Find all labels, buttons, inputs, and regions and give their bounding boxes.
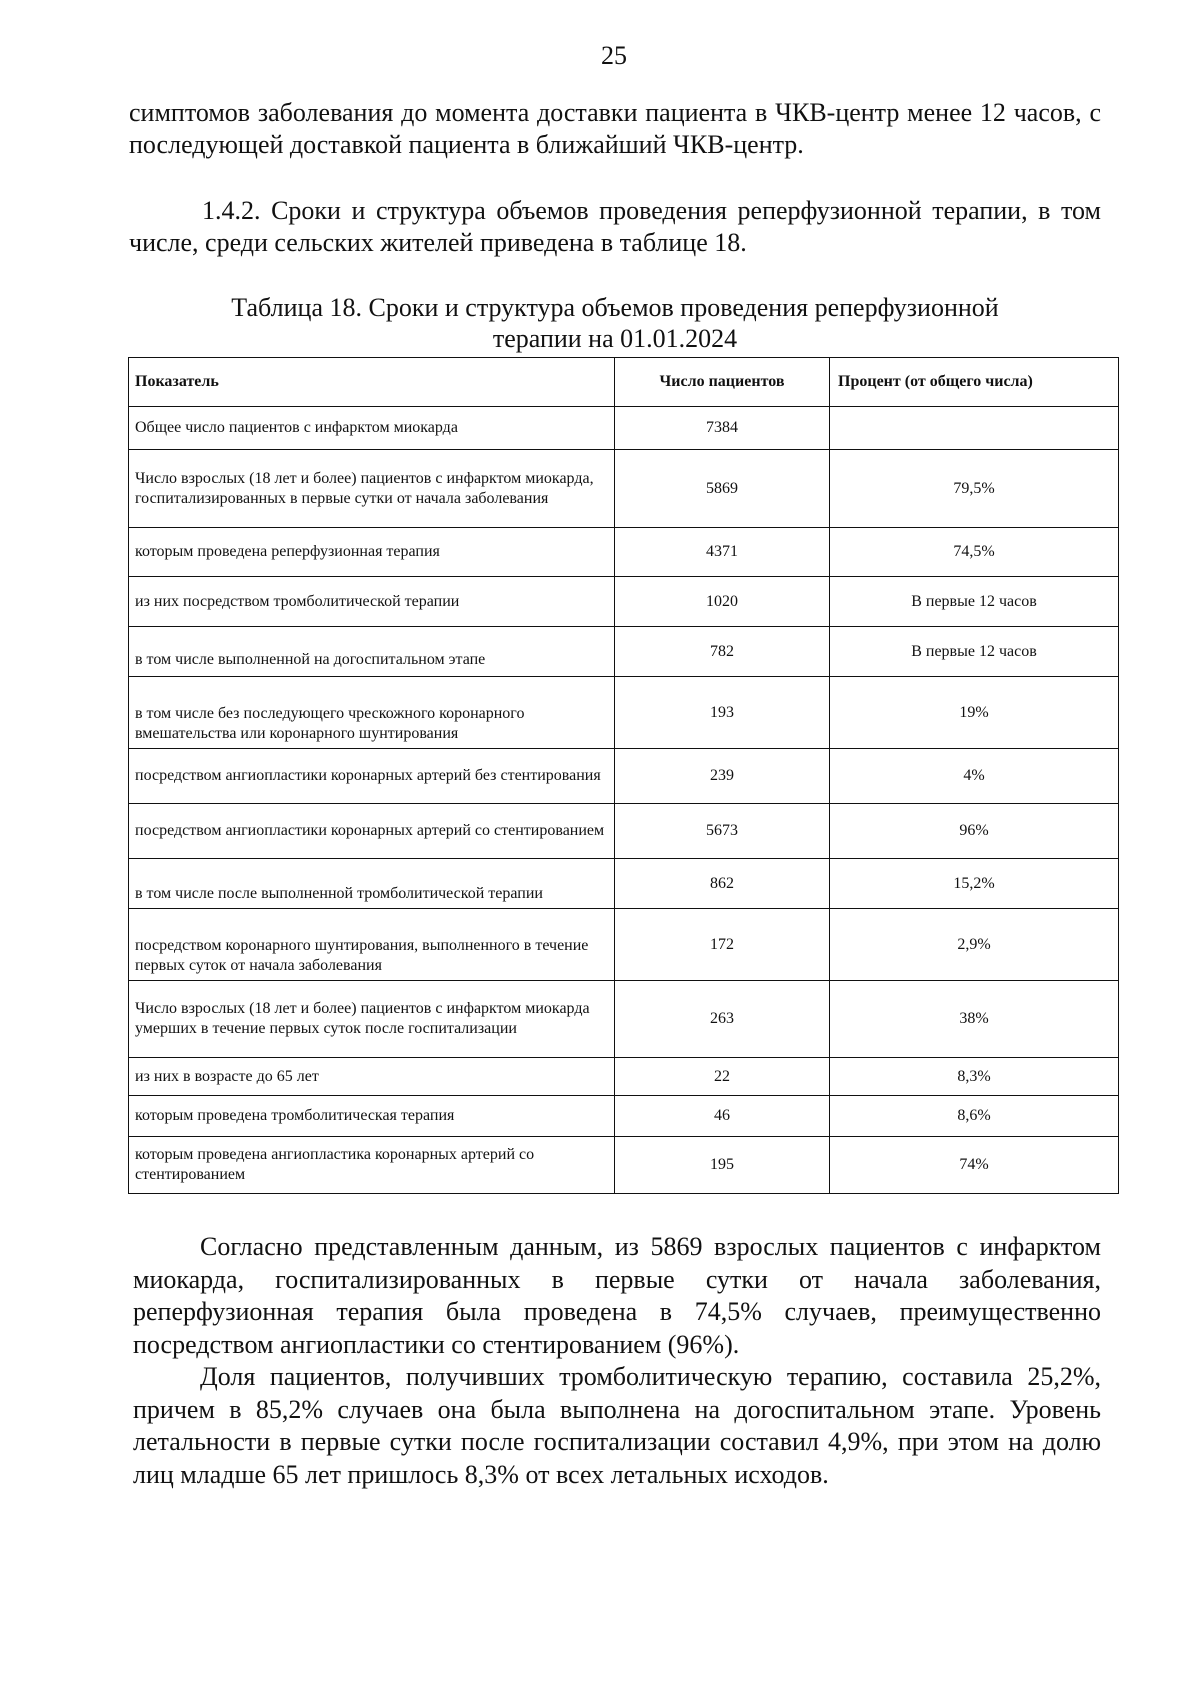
percent-cell: 79,5% bbox=[830, 450, 1119, 528]
table-row bbox=[129, 407, 1119, 450]
indicator-cell: Число взрослых (18 лет и более) пациентов с инфарктом миокарда, госпитализированных в первые сутки от начала заболевания bbox=[129, 450, 615, 528]
percent-cell: 8,3% bbox=[830, 1058, 1119, 1096]
indicator-cell: Число взрослых (18 лет и более) пациентов с инфарктом миокарда умерших в течение первых суток после госпитализации bbox=[129, 981, 615, 1058]
percent-cell: В первые 12 часов bbox=[830, 577, 1119, 627]
percent-cell: 4% bbox=[830, 749, 1119, 804]
count-cell: 22 bbox=[615, 1058, 830, 1096]
table-row bbox=[129, 528, 1119, 577]
count-cell: 5673 bbox=[615, 804, 830, 859]
indicator-cell: которым проведена тромболитическая терапия bbox=[129, 1096, 615, 1137]
header-percent: Процент (от общего числа) bbox=[830, 358, 1119, 407]
table-row bbox=[129, 804, 1119, 859]
conclusion-paragraph-1: Согласно представленным данным, из 5869 взрослых пациентов с инфарктом миокарда, госпитализированных в первые сутки от начала заболевания, реперфузионная терапия была проведена в 74,5% случаев, преимущественно посредством ангиопластики со стентированием (96%). bbox=[133, 1232, 1101, 1359]
indicator-cell: которым проведена ангиопластика коронарных артерий со стентированием bbox=[129, 1137, 615, 1194]
conclusion-text bbox=[133, 1231, 1101, 1491]
table-row bbox=[129, 1096, 1119, 1137]
indicator-cell: в том числе после выполненной тромболитической терапии bbox=[129, 859, 615, 909]
percent-cell: 2,9% bbox=[830, 909, 1119, 981]
indicator-cell: посредством ангиопластики коронарных артерий без стентирования bbox=[129, 749, 615, 804]
count-cell: 46 bbox=[615, 1096, 830, 1137]
percent-cell: 15,2% bbox=[830, 859, 1119, 909]
count-cell: 195 bbox=[615, 1137, 830, 1194]
indicator-cell: из них посредством тромболитической терапии bbox=[129, 577, 615, 627]
table-caption bbox=[129, 292, 1101, 354]
table-header-row bbox=[129, 358, 1119, 407]
percent-cell: 74,5% bbox=[830, 528, 1119, 577]
count-cell: 862 bbox=[615, 859, 830, 909]
table-row bbox=[129, 981, 1119, 1058]
indicator-cell: в том числе выполненной на догоспитальном этапе bbox=[129, 627, 615, 677]
intro-paragraph: симптомов заболевания до момента доставки пациента в ЧКВ-центр менее 12 часов, с последующей доставкой пациента в ближайший ЧКВ-центр. bbox=[129, 98, 1101, 159]
indicator-cell: в том числе без последующего чрескожного коронарного вмешательства или коронарного шунтирования bbox=[129, 677, 615, 749]
indicator-cell: посредством коронарного шунтирования, выполненного в течение первых суток от начала заболевания bbox=[129, 909, 615, 981]
percent-cell: 8,6% bbox=[830, 1096, 1119, 1137]
count-cell: 239 bbox=[615, 749, 830, 804]
table-caption-line1: Таблица 18. Сроки и структура объемов проведения реперфузионной bbox=[231, 293, 999, 322]
percent-cell bbox=[830, 407, 1119, 450]
percent-cell: 19% bbox=[830, 677, 1119, 749]
header-indicator: Показатель bbox=[129, 358, 615, 407]
count-cell: 193 bbox=[615, 677, 830, 749]
count-cell: 1020 bbox=[615, 577, 830, 627]
count-cell: 7384 bbox=[615, 407, 830, 450]
table-row bbox=[129, 450, 1119, 528]
count-cell: 172 bbox=[615, 909, 830, 981]
count-cell: 5869 bbox=[615, 450, 830, 528]
section-paragraph: 1.4.2. Сроки и структура объемов проведения реперфузионной терапии, в том числе, среди сельских жителей приведена в таблице 18. bbox=[129, 196, 1101, 257]
table-row bbox=[129, 1058, 1119, 1096]
percent-cell: В первые 12 часов bbox=[830, 627, 1119, 677]
percent-cell: 74% bbox=[830, 1137, 1119, 1194]
indicator-cell: которым проведена реперфузионная терапия bbox=[129, 528, 615, 577]
percent-cell: 96% bbox=[830, 804, 1119, 859]
header-count: Число пациентов bbox=[615, 358, 830, 407]
reperfusion-table bbox=[128, 357, 1119, 1194]
count-cell: 4371 bbox=[615, 528, 830, 577]
page-number: 25 bbox=[601, 41, 627, 70]
table-row bbox=[129, 577, 1119, 627]
indicator-cell: посредством ангиопластики коронарных артерий со стентированием bbox=[129, 804, 615, 859]
percent-cell: 38% bbox=[830, 981, 1119, 1058]
indicator-cell: из них в возрасте до 65 лет bbox=[129, 1058, 615, 1096]
table-row bbox=[129, 859, 1119, 909]
table-row bbox=[129, 677, 1119, 749]
table-row bbox=[129, 749, 1119, 804]
count-cell: 263 bbox=[615, 981, 830, 1058]
conclusion-paragraph-2: Доля пациентов, получивших тромболитическую терапию, составила 25,2%, причем в 85,2% случаев она была выполнена на догоспитальном этапе. Уровень летальности в первые сутки после госпитализации составил 4,9%, при этом на долю лиц младше 65 лет пришлось 8,3% от всех летальных исходов. bbox=[133, 1362, 1101, 1489]
table-row bbox=[129, 1137, 1119, 1194]
table-row bbox=[129, 627, 1119, 677]
table-row bbox=[129, 909, 1119, 981]
table-caption-line2: терапии на 01.01.2024 bbox=[492, 324, 738, 353]
indicator-cell: Общее число пациентов с инфарктом миокарда bbox=[129, 407, 615, 450]
count-cell: 782 bbox=[615, 627, 830, 677]
